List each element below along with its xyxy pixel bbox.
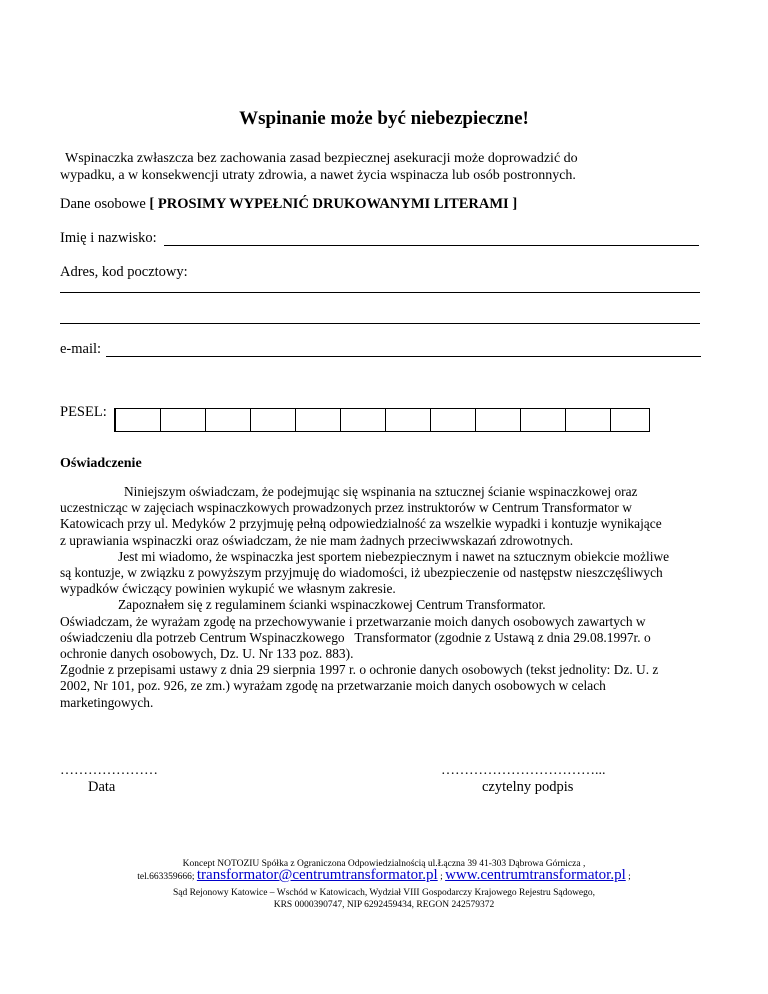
declaration-line: 2002, Nr 101, poz. 926, ze zm.) wyrażam zgodę na przetwarzanie moich danych osobowych w celach (60, 678, 606, 694)
footer-contact (0, 869, 768, 883)
declaration-line: Oświadczam, że wyrażam zgodę na przechowywanie i przetwarzanie moich danych osobowych zawartych w (60, 613, 646, 629)
pesel-label: PESEL: (60, 404, 107, 420)
pesel-digit-box[interactable] (476, 409, 521, 431)
pesel-digit-box[interactable] (341, 409, 386, 431)
declaration-line: Niniejszym oświadczam, że podejmując się wspinania na sztucznej ścianie wspinaczkowej oraz (124, 484, 638, 499)
page-title: Wspinanie może być niebezpieczne! (239, 108, 529, 129)
footer-website-link[interactable]: www.centrumtransformator.pl (445, 867, 626, 883)
pesel-field[interactable] (114, 408, 650, 432)
email-label: e-mail: (60, 341, 102, 357)
declaration-line: Zapoznałem się z regulaminem ścianki wspinaczkowej Centrum Transformator. (118, 597, 546, 613)
pesel-digit-box[interactable] (206, 409, 251, 431)
declaration-line: są kontuzje, w związku z powyższym przyjmuję do wiadomości, iż ubezpieczenie od następstw nieszczęśliwych (60, 565, 663, 581)
footer-company: Koncept NOTOZIU Spółka z Ograniczona Odpowiedzialnością ul.Łączna 39 41-303 Dąbrowa Górnicza , (182, 859, 586, 869)
personal-data-header (60, 196, 517, 213)
footer-email-link[interactable]: transformator@centrumtransformator.pl (196, 867, 438, 883)
pesel-digit-box[interactable] (431, 409, 476, 431)
pesel-digit-box[interactable] (386, 409, 431, 431)
footer-registry: KRS 0000390747, NIP 6292459434, REGON 242579372 (273, 900, 495, 910)
name-field[interactable] (164, 245, 699, 246)
declaration-heading: Oświadczenie (60, 456, 142, 471)
date-dots[interactable]: ………………… (60, 763, 158, 778)
address-field-line-2[interactable] (60, 323, 700, 324)
personal-data-instruction: [ PROSIMY WYPEŁNIĆ DRUKOWANYMI LITERAMI ] (149, 196, 518, 212)
pesel-digit-box[interactable] (161, 409, 206, 431)
personal-data-label: Dane osobowe (60, 196, 150, 212)
declaration-line: wypadków ćwiczący powinien wykupić we własnym zakresie. (60, 581, 396, 597)
declaration-line: z uprawiania wspinaczki oraz oświadczam, że nie mam żadnych przeciwwskazań zdrowotnych. (60, 532, 574, 548)
signature-dots[interactable]: ……………………………... (441, 763, 606, 778)
address-field-line-1[interactable] (60, 292, 700, 293)
declaration-line: uczestnicząc w zajęciach wspinaczkowych prowadzonych przez instruktorów w Centrum Transformator w (60, 500, 632, 516)
pesel-digit-box[interactable] (116, 409, 161, 431)
date-label: Data (88, 779, 116, 795)
declaration-text (60, 484, 710, 711)
declaration-line: Zgodnie z przepisami ustawy z dnia 29 sierpnia 1997 r. o ochronie danych osobowych (tekst jednolity: Dz. U. z (60, 662, 659, 678)
address-label: Adres, kod pocztowy: (60, 264, 188, 280)
name-label: Imię i nazwisko: (60, 230, 157, 246)
intro-line-2: wypadku, a w konsekwencji utraty zdrowia, a nawet życia wspinacza lub osób postronnych. (60, 168, 576, 183)
pesel-digit-box[interactable] (521, 409, 566, 431)
declaration-line: Katowicach przy ul. Medyków 2 przyjmuję pełną odpowiedzialność za wszelkie wypadki i kontuzje wynikające (60, 516, 662, 532)
declaration-line: oświadczeniu dla potrzeb Centrum Wspinaczkowego Transformator (zgodnie z Ustawą z dnia 29.08.1997r. o (60, 629, 651, 645)
pesel-digit-box[interactable] (566, 409, 611, 431)
declaration-line: Jest mi wiadomo, że wspinaczka jest sportem niebezpiecznym i nawet na sztucznym obiekcie możliwe (118, 548, 670, 564)
pesel-digit-box[interactable] (611, 409, 649, 431)
signature-label: czytelny podpis (482, 779, 574, 795)
footer-separator: ; (437, 872, 446, 882)
intro-line-1: Wspinaczka zwłaszcza bez zachowania zasad bezpiecznej asekuracji może doprowadzić do (65, 151, 578, 166)
declaration-line: marketingowych. (60, 694, 154, 710)
footer-phone: tel.663359666; (137, 872, 195, 882)
footer-end: ; (625, 872, 631, 882)
declaration-line: ochronie danych osobowych, Dz. U. Nr 133 poz. 883). (60, 646, 354, 662)
pesel-digit-box[interactable] (296, 409, 341, 431)
footer-court: Sąd Rejonowy Katowice – Wschód w Katowicach, Wydział VIII Gospodarczy Krajowego Rejestru Sądowego, (172, 888, 596, 898)
pesel-digit-box[interactable] (251, 409, 296, 431)
email-field[interactable] (106, 356, 701, 357)
